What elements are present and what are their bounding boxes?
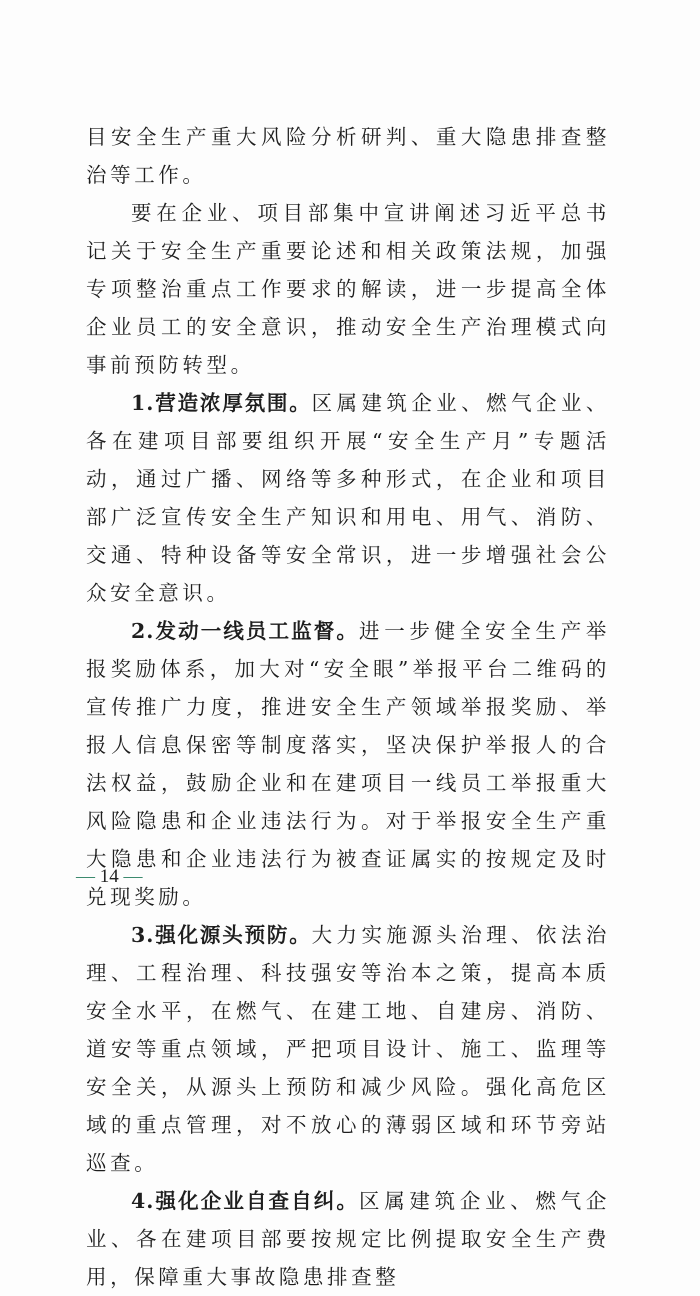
paragraph-continuation — [86, 118, 610, 194]
page-number: 14 — [99, 866, 119, 887]
item-heading: 3.强化源头预防。 — [131, 923, 312, 947]
paragraph-text: 进一步健全安全生产举报奖励体系，加大对“安全眼”举报平台二维码的宣传推广力度，推进安全生产领域举报奖励、举报人信息保密等制度落实，坚决保护举报人的合法权益，鼓励企业和在建项目一线员工举报重大风险隐患和企业违法行为。对于举报安全生产重大隐患和企业违法行为被查证属实的按规定及时兑现奖励。 — [86, 619, 611, 909]
paragraph-item-1 — [86, 384, 610, 612]
document-body — [86, 118, 610, 1296]
item-heading: 4.强化企业自查自纠。 — [131, 1189, 360, 1213]
item-heading: 1.营造浓厚氛围。 — [131, 391, 312, 415]
paragraph-item-3 — [86, 916, 610, 1182]
paragraph-item-2 — [86, 612, 610, 916]
paragraph-text: 目安全生产重大风险分析研判、重大隐患排查整治等工作。 — [86, 125, 610, 187]
item-heading: 2.发动一线员工监督。 — [131, 619, 360, 643]
page-footer — [76, 866, 143, 888]
footer-dash-left: — — [76, 866, 95, 887]
paragraph-text: 区属建筑企业、燃气企业、各在建项目部要按规定比例提取安全生产费用，保障重大事故隐患排查整 — [86, 1189, 611, 1289]
paragraph-text: 要在企业、项目部集中宣讲阐述习近平总书记关于安全生产重要论述和相关政策法规，加强专项整治重点工作要求的解读，进一步提高全体企业员工的安全意识，推动安全生产治理模式向事前预防转型。 — [86, 201, 610, 377]
paragraph-intro — [86, 194, 610, 384]
footer-dash-right: — — [123, 866, 143, 887]
paragraph-item-4 — [86, 1182, 610, 1296]
paragraph-text: 大力实施源头治理、依法治理、工程治理、科技强安等治本之策，提高本质安全水平，在燃气、在建工地、自建房、消防、道安等重点领域，严把项目设计、施工、监理等安全关，从源头上预防和减少风险。强化高危区域的重点管理，对不放心的薄弱区域和环节旁站巡查。 — [86, 923, 610, 1175]
paragraph-text: 区属建筑企业、燃气企业、各在建项目部要组织开展“安全生产月”专题活动，通过广播、网络等多种形式，在企业和项目部广泛宣传安全生产知识和用电、用气、消防、交通、特种设备等安全常识，进一步增强社会公众安全意识。 — [86, 391, 610, 605]
